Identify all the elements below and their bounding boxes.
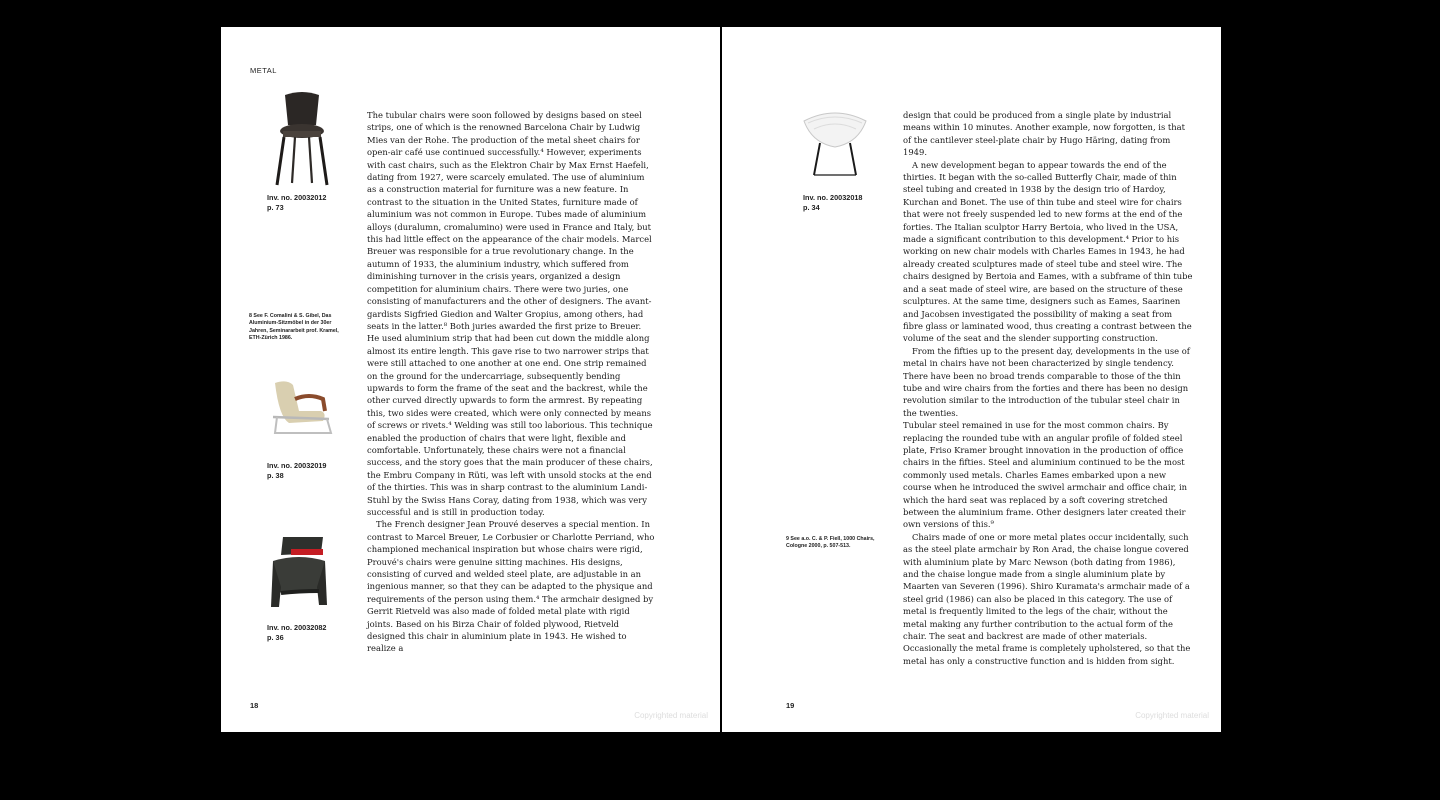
paragraph: A new development began to appear towards the end of the thirties. It began with the so-called Butterfly Chair, made of thin steel tubing and created in 1938 by the design trio of Hardoy, Kurchan and Bonet. The use of thin tube and steel wire for chairs that were not freely suspended led to new forms at the end of the forties. The Italian sculptor Harry Bertoia, who lived in the USA, made a significant contribution to this development.⁴ Prior to his working on new chair models with Charles Eames in 1943, he had already created sculptures made of steel tube and steel wire. The chairs designed by Bertoia and Eames, with a subframe of thin tube and a seat made of steel wire, are based on the structure of these sculptures. At the same time, designers such as Eames, Saarinen and Jacobsen investigated the possibility of making a seat from fibre glass or laminated wood, thus creating a contrast between the volume of the seat and the slender supporting construction.: [903, 159, 1193, 344]
paragraph: Chairs made of one or more metal plates occur incidentally, such as the steel plate armchair by Ron Arad, the chaise longue covered with aluminium plate by Marc Newson (both dating from 1986), and the chaise longue made from a single aluminium plate by Maarten van Severen (1996). Shiro Kuramata's armchair made of a steel grid (1986) can also be placed in this category. The use of metal is frequently limited to the legs of the chair, without the metal making any further contribution to the actual form of the chair. The seat and backrest are made of other materials. Occasionally the metal frame is completely upholstered, so that the metal has only a constructive function and is hidden from sight.: [903, 531, 1191, 666]
copyright-watermark: Copyrighted material: [1135, 711, 1209, 720]
right-page: [722, 27, 1221, 732]
section-label: METAL: [250, 66, 277, 75]
paragraph: From the fifties up to the present day, developments in the use of metal in chairs have not been characterized by single tendency. There have been no broad trends comparable to those of the thin tube and wire chairs from the forties and there has been no design revolution similar to the introduction of the tubular steel chair in the twenties.: [903, 345, 1190, 418]
image-caption: [803, 193, 863, 213]
page-reference: p. 34: [803, 203, 820, 212]
page-reference: p. 36: [267, 633, 284, 642]
page-reference: p. 38: [267, 471, 284, 480]
inventory-number: Inv. no. 20032012: [267, 193, 327, 202]
paragraph: The French designer Jean Prouvé deserves a special mention. In contrast to Marcel Breuer, Le Corbusier or Charlotte Perriand, who championed mechanical inspiration but whose chairs were rigid, Prouvé's chairs were genuine sitting machines. His designs, consisting of curved and welded steel plate, are adjustable in an ingenious manner, so that they can be adapted to the physique and requirements of the person using them.⁴ The armchair designed by Gerrit Rietveld was also made of folded metal plate with rigid joints. Based on his Birza Chair of folded plywood, Rietveld designed this chair in aluminium plate in 1943. He wished to realize a: [367, 519, 655, 654]
inventory-number: Inv. no. 20032019: [267, 461, 327, 470]
prouve-armchair-icon: [269, 533, 329, 611]
page-number: 19: [786, 701, 795, 710]
paragraph: design that could be produced from a single plate by industrial means within 10 minutes. Another example, now forgotten, is that of the cantilever steel-plate chair by Hugo Häring, dating from 1949.: [903, 110, 1186, 158]
image-caption: [267, 461, 327, 481]
left-page: [221, 27, 720, 732]
inventory-number: Inv. no. 20032018: [803, 193, 863, 202]
diamond-wire-chair-icon: [800, 107, 870, 177]
page-number: 18: [250, 701, 259, 710]
footnote-8: 8 See F. Comalini & S. Gibel, Das Aluminium-Sitzmöbel in der 30er Jahren, Seminararbeit prof. Kramel, ETH-Zürich 1986.: [249, 313, 339, 342]
left-body-text: [367, 109, 655, 655]
inventory-number: Inv. no. 20032082: [267, 623, 327, 632]
copyright-watermark: Copyrighted material: [634, 711, 708, 720]
right-body-text: [903, 109, 1193, 667]
metal-bistro-chair-icon: [271, 91, 333, 187]
image-caption: [267, 623, 327, 643]
footnote-9: 9 See a.o. C. & P. Fiell, 1000 Chairs, Cologne 2000, p. 507-513.: [786, 536, 875, 550]
paragraph: Tubular steel remained in use for the most common chairs. By replacing the rounded tube with an angular profile of folded steel plate, Friso Kramer brought innovation in the production of office chairs in the fifties. Steel and aluminium continued to be the most commonly used metals. Charles Eames embarked upon a new course when he introduced the swivel armchair and office chair, in which the hard seat was replaced by a soft covering stretched between the aluminium frame. Other designers later created their own versions of this.⁹: [903, 420, 1188, 530]
paragraph: The tubular chairs were soon followed by designs based on steel strips, one of which is the renowned Barcelona Chair by Ludwig Mies van der Rohe. The production of the metal sheet chairs for open-air café use continued successfully.⁴ However, experiments with cast chairs, such as the Elektron Chair by Max Ernst Haefeli, dating from 1927, were scarcely emulated. The use of aluminium as a construction material for furniture was a new feature. In contrast to the situation in the United States, furniture made of aluminium was not common in Europe. Tubes made of aluminium alloys (duralumn, cromalumino) were used in France and Italy, but this had little effect on the appearance of the chair models. Marcel Breuer was responsible for a true revolutionary change. In the autumn of 1933, the aluminium industry, which suffered from diminishing turnover in the crisis years, organized a design competition for aluminium chairs. There were two juries, one consisting of manufacturers and the other of designers. The avant- gardists Sigfried Giedion and Walter Gropius, among others, had seats in the latter.⁸ Both juries awarded the first prize to Breuer. He used aluminium strip that had been cut down the middle along almost its entire length. This gave rise to two narrower strips that were still attached to one another at one end. One strip remained on the ground for the undercarriage, subsequently bending upwards to form the frame of the seat and the backrest, while the other curved directly upwards to form the armrest. By repeating this, two sides were created, which were only connected by means of screws or rivets.⁴ Welding was still too laborious. This technique enabled the production of chairs that were light, flexible and comfortable. Unfortunately, these chairs were not a financial success, and the story goes that the main producer of these chairs, the Embru Company in Rüti, was left with unsold stocks at the end of the thirties. This was in sharp contrast to the aluminium Landi-Stuhl by the Swiss Hans Coray, dating from 1938, which was very successful and is still in production today.: [367, 110, 653, 517]
page-reference: p. 73: [267, 203, 284, 212]
image-caption: [267, 193, 327, 213]
aluminium-lounge-chair-icon: [269, 377, 337, 439]
